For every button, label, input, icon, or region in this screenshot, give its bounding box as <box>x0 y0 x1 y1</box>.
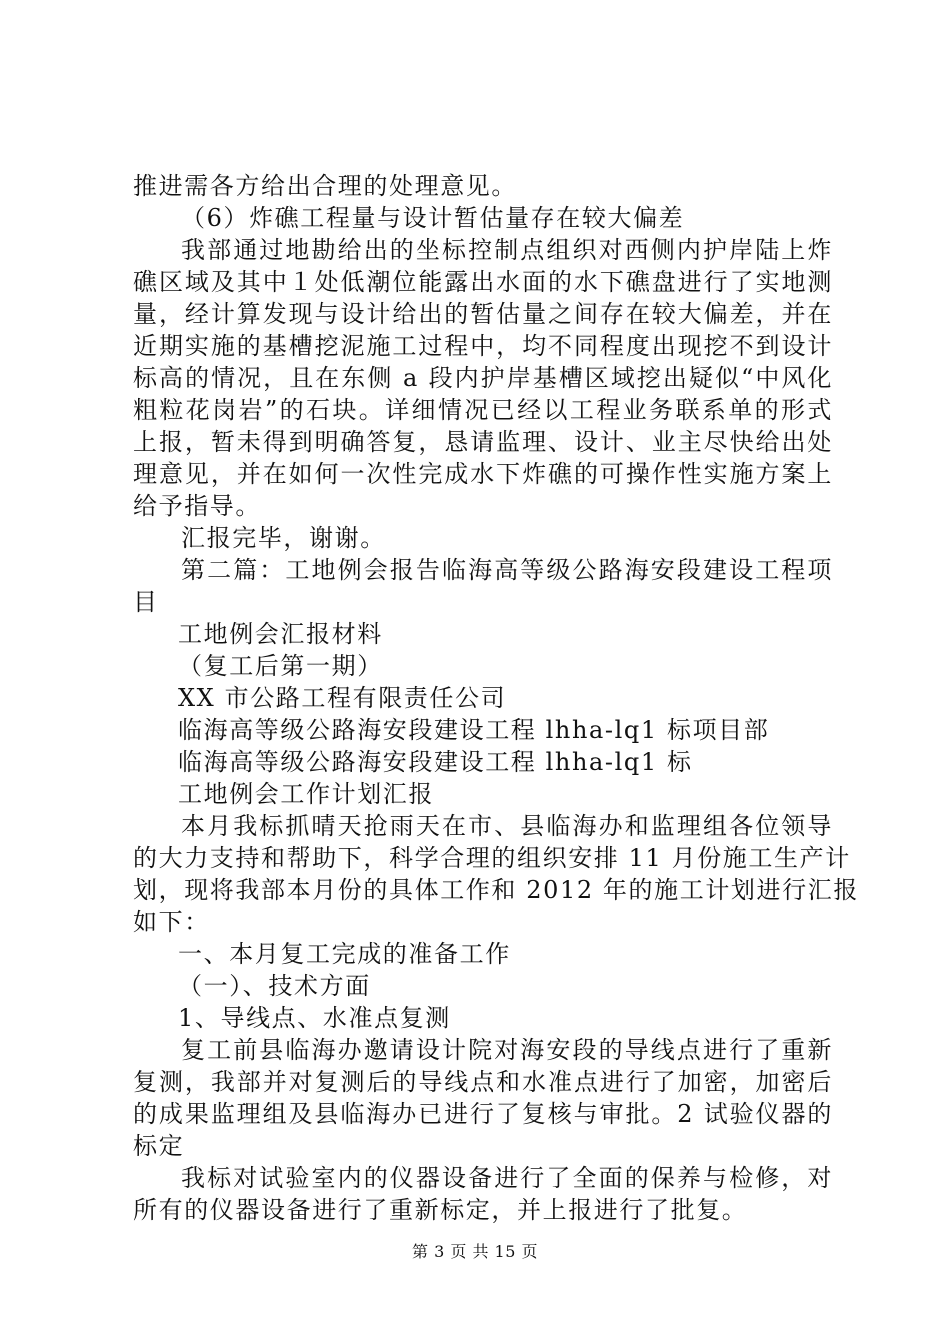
text-line: 如下： <box>133 908 210 936</box>
section-heading: 一、本月复工完成的准备工作 <box>178 940 511 968</box>
text-line: 所有的仪器设备进行了重新标定，并上报进行了批复。 <box>133 1196 748 1224</box>
document-title: 工地例会汇报材料 <box>178 620 383 648</box>
project-section: 临海高等级公路海安段建设工程 lhha-lq1 标 <box>178 748 693 776</box>
section-heading: 工地例会工作计划汇报 <box>178 780 434 808</box>
text-line: 推进需各方给出合理的处理意见。 <box>133 172 517 200</box>
text-line: 本月我标抓晴天抢雨天在市、县临海办和监理组各位领导 <box>181 812 833 840</box>
text-line: 复测，我部并对复测后的导线点和水准点进行了加密，加密后 <box>133 1068 833 1096</box>
text-line: 汇报完毕，谢谢。 <box>181 524 386 552</box>
text-line: 划，现将我部本月份的具体工作和 2012 年的施工计划进行汇报 <box>133 876 859 904</box>
text-line: 给予指导。 <box>133 492 261 520</box>
document-subtitle: （复工后第一期） <box>178 652 383 680</box>
text-line: 标高的情况，且在东侧 a 段内护岸基槽区域挖出疑似“中风化 <box>133 364 833 392</box>
text-line: 的大力支持和帮助下，科学合理的组织安排 11 月份施工生产计 <box>133 844 851 872</box>
chapter-heading: 目 <box>133 588 159 616</box>
text-line: 近期实施的基槽挖泥施工过程中，均不同程度出现挖不到设计 <box>133 332 833 360</box>
section-heading: （一）、技术方面 <box>178 972 371 1000</box>
section-heading: 1、导线点、水准点复测 <box>178 1004 451 1032</box>
text-line: 上报，暂未得到明确答复，恳请监理、设计、业主尽快给出处 <box>133 428 833 456</box>
text-line: 复工前县临海办邀请设计院对海安段的导线点进行了重新 <box>181 1036 833 1064</box>
text-line: 理意见，并在如何一次性完成水下炸礁的可操作性实施方案上 <box>133 460 833 488</box>
chapter-heading: 第二篇：工地例会报告临海高等级公路海安段建设工程项 <box>181 556 833 584</box>
company-name: XX 市公路工程有限责任公司 <box>178 684 507 712</box>
text-line: 我标对试验室内的仪器设备进行了全面的保养与检修，对 <box>181 1164 833 1192</box>
section-heading: （6）炸礁工程量与设计暂估量存在较大偏差 <box>181 204 685 232</box>
text-line: 标定 <box>133 1132 185 1160</box>
text-line: 量，经计算发现与设计给出的暂估量之间存在较大偏差，并在 <box>133 300 833 328</box>
text-line: 礁区域及其中１处低潮位能露出水面的水下礁盘进行了实地测 <box>133 268 833 296</box>
page-footer: 第 3 页 共 15 页 <box>412 1242 538 1261</box>
project-department: 临海高等级公路海安段建设工程 lhha-lq1 标项目部 <box>178 716 770 744</box>
text-line: 粗粒花岗岩”的石块。详细情况已经以工程业务联系单的形式 <box>133 396 833 424</box>
text-line: 我部通过地勘给出的坐标控制点组织对西侧内护岸陆上炸 <box>181 236 833 264</box>
text-line: 的成果监理组及县临海办已进行了复核与审批。2 试验仪器的 <box>133 1100 833 1128</box>
